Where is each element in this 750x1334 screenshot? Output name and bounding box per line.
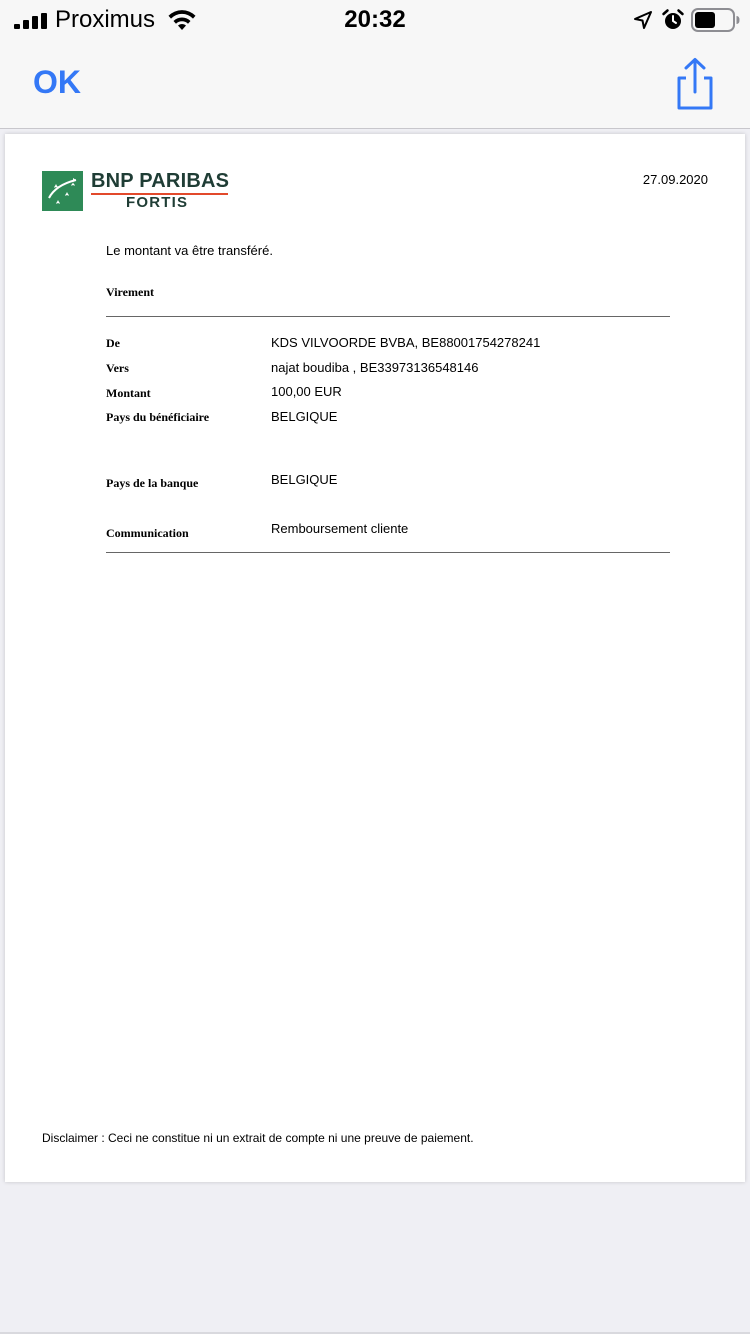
- row-label-beneficiary-country: Pays du bénéficiaire: [106, 410, 210, 424]
- ok-button[interactable]: OK: [33, 64, 81, 100]
- row-value-to: najat boudiba , BE33973136548146: [271, 360, 479, 375]
- intro-text: Le montant va être transféré.: [106, 243, 273, 258]
- row-label-bank-country: Pays de la banque: [106, 476, 199, 490]
- document-date: 27.09.2020: [642, 172, 708, 187]
- row-label-to: Vers: [106, 361, 129, 375]
- divider-bottom: [106, 552, 670, 553]
- alarm-clock-icon: [661, 8, 685, 32]
- status-time: 20:32: [344, 6, 406, 33]
- row-value-communication: Remboursement cliente: [271, 521, 409, 536]
- disclaimer-text: Disclaimer : Ceci ne constitue ni un extrait de compte ni une preuve de paiement.: [42, 1131, 474, 1145]
- battery-icon: [691, 8, 741, 32]
- row-label-from: De: [106, 336, 120, 350]
- location-arrow-icon: [633, 10, 653, 30]
- bank-name-line1: BNP PARIBAS: [91, 170, 230, 192]
- share-button[interactable]: [672, 56, 718, 112]
- divider-top: [106, 316, 670, 317]
- row-value-beneficiary-country: BELGIQUE: [271, 409, 338, 424]
- row-label-communication: Communication: [106, 526, 189, 540]
- bank-logo: [42, 171, 232, 211]
- section-title: Virement: [106, 285, 154, 299]
- row-value-bank-country: BELGIQUE: [271, 472, 338, 487]
- row-value-from: KDS VILVOORDE BVBA, BE88001754278241: [271, 335, 541, 350]
- bank-logo-stars-icon: [42, 171, 83, 211]
- status-bar: [0, 0, 750, 40]
- transfer-document: [5, 134, 745, 1182]
- row-value-amount: 100,00 EUR: [271, 384, 342, 399]
- row-label-amount: Montant: [106, 386, 151, 400]
- share-icon: [672, 56, 718, 112]
- carrier-name: Proximus: [55, 6, 156, 33]
- bank-name-line2: FORTIS: [126, 194, 189, 211]
- navigation-bar: [0, 40, 750, 129]
